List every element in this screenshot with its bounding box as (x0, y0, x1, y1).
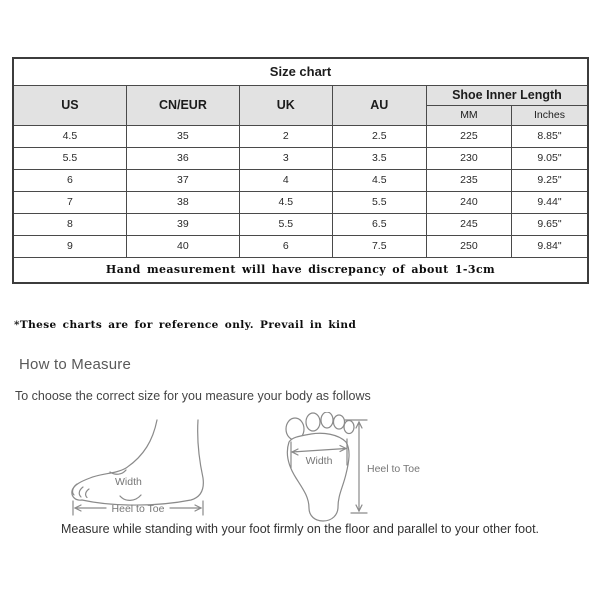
col-header-au: AU (332, 85, 426, 125)
table-cell: 37 (126, 169, 239, 191)
table-cell: 3 (240, 147, 333, 169)
foot-side-view-illustration (60, 410, 220, 525)
col-header-mm: MM (426, 105, 511, 125)
table-cell: 9 (13, 235, 126, 257)
measure-intro-text: To choose the correct size for you measure your body as follows (15, 389, 371, 403)
table-header-row (13, 85, 588, 105)
table-row (13, 147, 588, 169)
table-cell: 4.5 (240, 191, 333, 213)
table-footnote: Hand measurement will have discrepancy of about 1-3cm (13, 257, 588, 283)
reference-note: *These charts are for reference only. Prevail in kind (14, 319, 357, 331)
table-cell: 5.5 (332, 191, 426, 213)
table-row (13, 213, 588, 235)
table-cell: 9.84" (511, 235, 588, 257)
table-title: Size chart (13, 58, 588, 85)
table-cell: 235 (426, 169, 511, 191)
table-cell: 38 (126, 191, 239, 213)
table-cell: 245 (426, 213, 511, 235)
col-header-uk: UK (240, 85, 333, 125)
table-cell: 9.25" (511, 169, 588, 191)
table-cell: 36 (126, 147, 239, 169)
col-header-us: US (13, 85, 126, 125)
table-cell: 240 (426, 191, 511, 213)
table-footnote-row (13, 257, 588, 283)
table-cell: 8.85" (511, 125, 588, 147)
table-cell: 230 (426, 147, 511, 169)
table-cell: 35 (126, 125, 239, 147)
table-cell: 2 (240, 125, 333, 147)
sole-width-label: Width (305, 455, 333, 467)
table-cell: 4.5 (13, 125, 126, 147)
table-cell: 9.65" (511, 213, 588, 235)
sole-heel-to-toe-label: Heel to Toe (367, 463, 420, 475)
table-cell: 6.5 (332, 213, 426, 235)
col-header-inner-length: Shoe Inner Length (426, 85, 588, 105)
table-cell: 250 (426, 235, 511, 257)
size-chart-table (12, 57, 589, 284)
col-header-inches: Inches (511, 105, 588, 125)
table-row (13, 169, 588, 191)
table-cell: 4.5 (332, 169, 426, 191)
table-cell: 5.5 (13, 147, 126, 169)
table-cell: 8 (13, 213, 126, 235)
foot-sole-view-illustration (283, 412, 433, 522)
table-cell: 2.5 (332, 125, 426, 147)
table-cell: 5.5 (240, 213, 333, 235)
table-row (13, 191, 588, 213)
measure-caption: Measure while standing with your foot firmly on the floor and parallel to your other foot. (60, 522, 540, 536)
table-cell: 7.5 (332, 235, 426, 257)
col-header-cn-eur: CN/EUR (126, 85, 239, 125)
table-cell: 7 (13, 191, 126, 213)
table-row (13, 235, 588, 257)
table-cell: 6 (240, 235, 333, 257)
how-to-measure-heading: How to Measure (19, 356, 132, 373)
side-heel-to-toe-label: Heel to Toe (111, 503, 165, 515)
table-row (13, 125, 588, 147)
foot-side-outline (72, 420, 203, 505)
side-width-label: Width (115, 476, 142, 488)
table-cell: 3.5 (332, 147, 426, 169)
table-cell: 225 (426, 125, 511, 147)
table-cell: 4 (240, 169, 333, 191)
table-cell: 9.05" (511, 147, 588, 169)
table-cell: 6 (13, 169, 126, 191)
table-cell: 39 (126, 213, 239, 235)
table-cell: 9.44" (511, 191, 588, 213)
table-title-row (13, 58, 588, 85)
table-cell: 40 (126, 235, 239, 257)
